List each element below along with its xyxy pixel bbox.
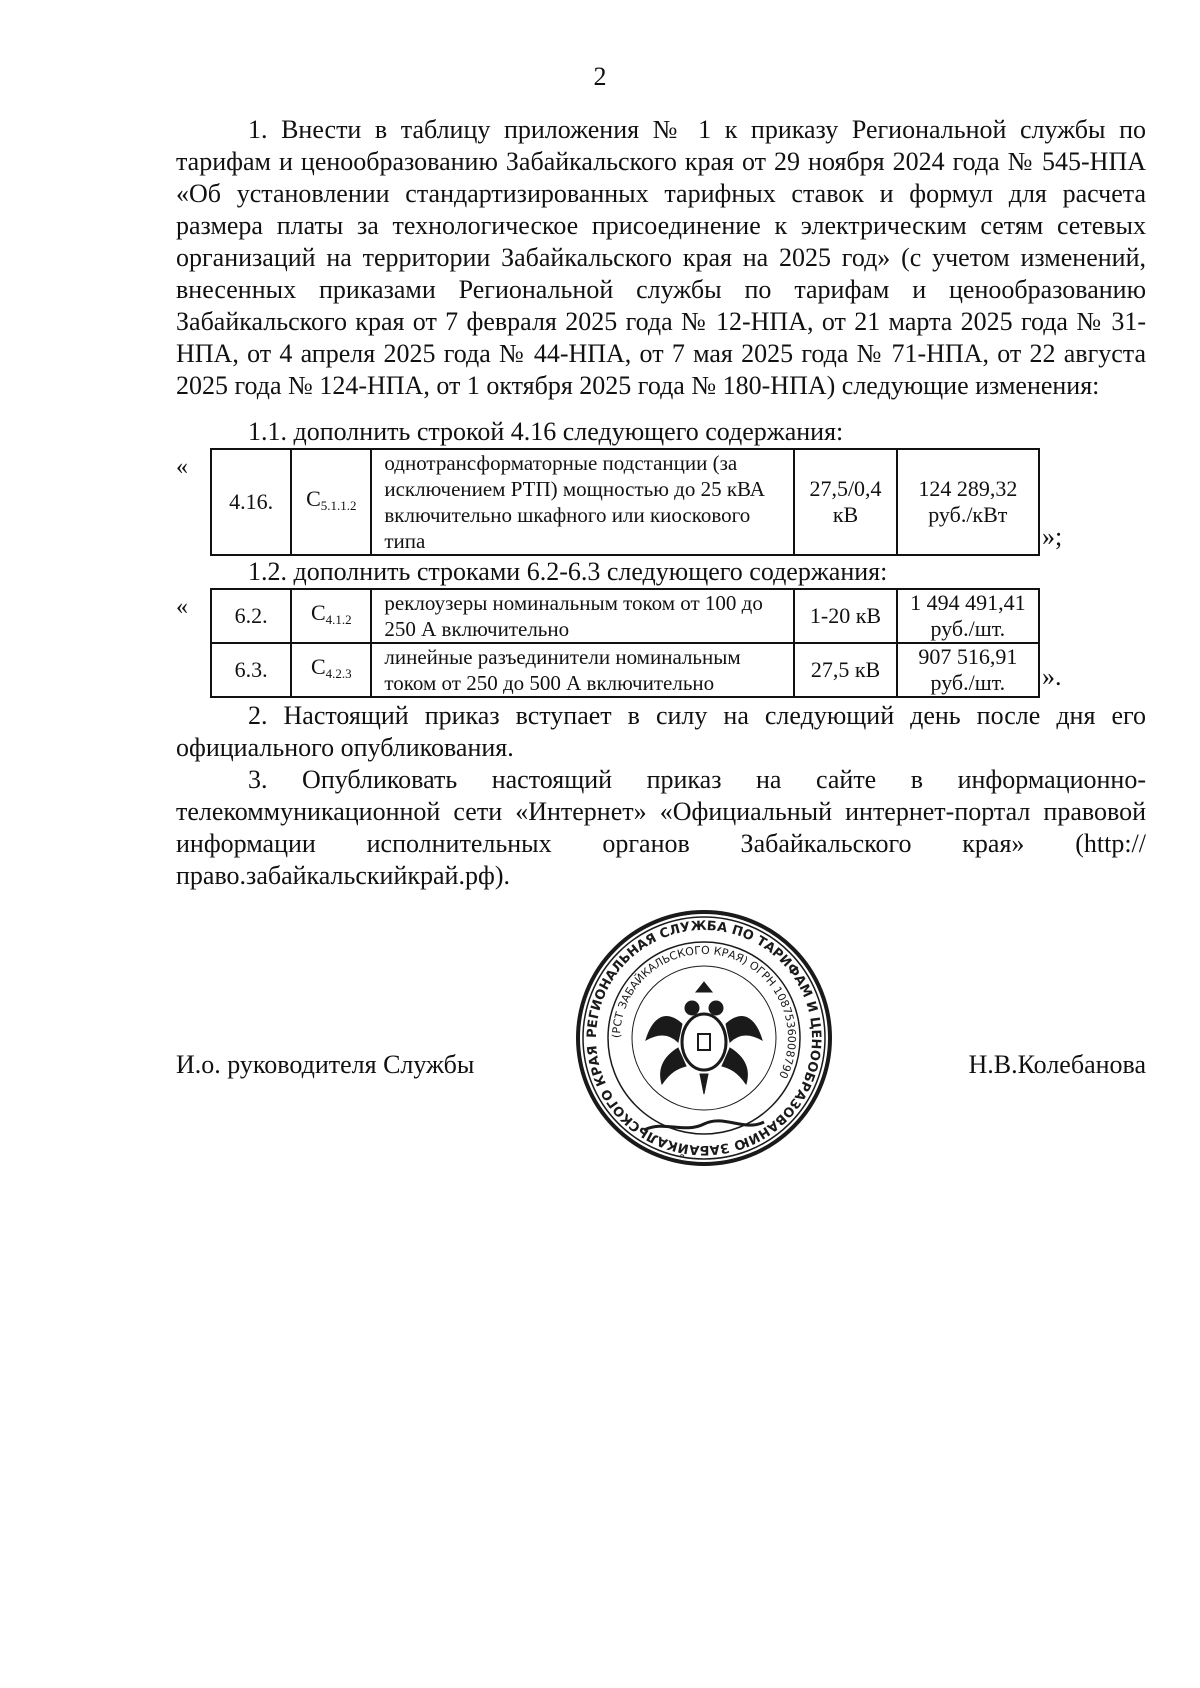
stamp-outer-text: РЕГИОНАЛЬНАЯ СЛУЖБА ПО ТАРИФАМ И ЦЕНООБРАЗОВАНИЮ ЗАБАЙКАЛЬСКОГО КРАЯ (584, 918, 824, 1158)
code-letter: С (310, 599, 326, 625)
code-index: 5.1.1.2 (320, 497, 357, 513)
row-rate: 1 494 491,41 руб./шт. (897, 589, 1039, 643)
row-description: реклоузеры номинальным током от 100 до 250 А включительно (371, 589, 794, 643)
row-rate: 124 289,32 руб./кВт (897, 449, 1039, 555)
row-voltage: 27,5 кВ (794, 643, 896, 697)
row-code (291, 449, 371, 555)
row-number: 6.2. (211, 589, 291, 643)
subparagraph-1-2: 1.2. дополнить строками 6.2-6.3 следующего содержания: (248, 557, 888, 586)
handwritten-signature (644, 1121, 764, 1130)
table1-open-quote: « (176, 454, 188, 480)
stamp-inner-text: (РСТ ЗАБАЙКАЛЬСКОГО КРАЯ) ОГРН 1087536008790 (609, 943, 799, 1081)
signatory-name: Н.В.Колебанова (968, 1050, 1146, 1079)
table2-open-quote: « (176, 594, 188, 620)
code-letter: С (310, 653, 326, 679)
paragraph-3: 3. Опубликовать настоящий приказ на сайте в информационно-телекоммуникационной сети «Интернет» «Официальный интернет-портал правовой информации исполнительных органов Забайкальского края» (http://право.забайкальскийкрай.рф). (176, 765, 1146, 890)
official-seal-stamp (574, 908, 834, 1168)
row-description: линейные разъединители номинальным током от 250 до 500 А включительно (371, 643, 794, 697)
row-number: 4.16. (211, 449, 291, 555)
code-index: 4.2.3 (325, 665, 352, 681)
subparagraph-1-1: 1.1. дополнить строкой 4.16 следующего содержания: (248, 417, 844, 446)
table-row (211, 589, 1039, 643)
coat-of-arms-icon (646, 982, 762, 1094)
row-code (291, 589, 371, 643)
row-description: однотрансформаторные подстанции (за исключением РТП) мощностью до 25 кВА включительно шкафного или киоскового типа (371, 449, 794, 555)
row-code (291, 643, 371, 697)
table2-close-quote: ». (1042, 662, 1062, 691)
signatory-position: И.о. руководителя Службы (176, 1050, 475, 1079)
table-row (211, 449, 1039, 555)
code-index: 4.1.2 (325, 611, 352, 627)
amendment-table-2 (210, 588, 1040, 698)
row-voltage: 1-20 кВ (794, 589, 896, 643)
row-rate: 907 516,91 руб./шт. (897, 643, 1039, 697)
table-row (211, 643, 1039, 697)
row-voltage: 27,5/0,4 кВ (794, 449, 896, 555)
table1-close-quote: »; (1042, 522, 1063, 551)
amendment-table-1 (210, 448, 1040, 556)
paragraph-1: 1. Внести в таблицу приложения № 1 к приказу Региональной службы по тарифам и ценообразованию Забайкальского края от 29 ноября 2024 года № 545-НПА «Об установлении стандартизированных тарифных ставок и формул для расчета размера платы за технологическое присоединение к электрическим сетям сетевых организаций на территории Забайкальского края на 2025 год» (с учетом изменений, внесенных приказами Региональной службы по тарифам и ценообразованию Забайкальского края от 7 февраля 2025 года № 12-НПА, от 21 марта 2025 года № 31-НПА, от 4 апреля 2025 года № 44-НПА, от 7 мая 2025 года № 71-НПА, от 22 августа 2025 года № 124-НПА, от 1 октября 2025 года № 180-НПА) следующие изменения: (176, 115, 1146, 400)
page-number: 2 (593, 62, 607, 91)
row-number: 6.3. (211, 643, 291, 697)
code-letter: С (306, 485, 321, 511)
paragraph-2: 2. Настоящий приказ вступает в силу на следующий день после дня его официального опубликования. (176, 701, 1146, 762)
